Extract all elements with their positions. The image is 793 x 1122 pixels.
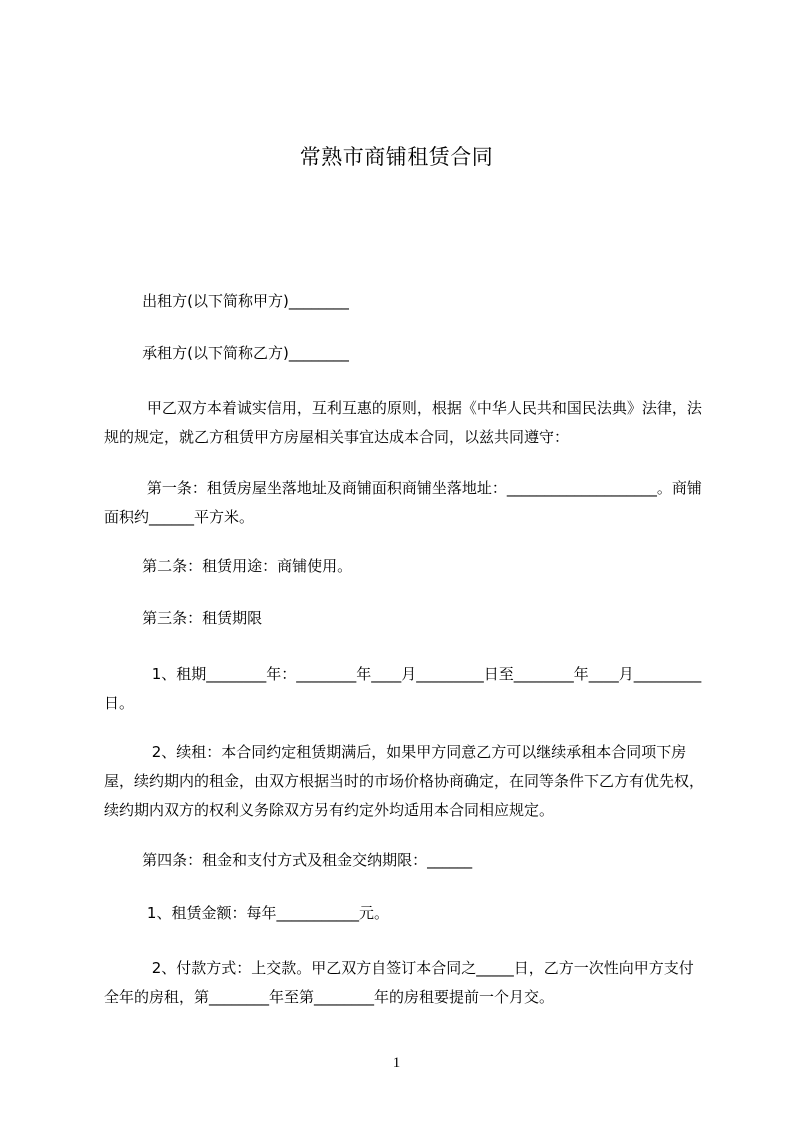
page-number: 1 — [392, 1055, 401, 1071]
preamble-paragraph: 甲乙双方本着诚实信用，互利互惠的原则，根据《中华人民共和国民法典》法律，法规的规定，就乙方租赁甲方房屋相关事宜达成本合同，以兹共同遵守： — [104, 399, 702, 446]
article-3-heading: 第三条：租赁期限 — [104, 609, 263, 627]
article-4-heading: 第四条：租金和支付方式及租金交纳期限：______ — [104, 851, 473, 869]
lease-term-paragraph: 1、租期________年：________年____月_________日至________年____月_________日。 — [104, 665, 702, 712]
renewal-paragraph: 2、续租：本合同约定租赁期满后，如果甲方同意乙方可以继续承租本合同项下房屋，续约期内的租金，由双方根据当时的市场价格协商确定，在同等条件下乙方有优先权，续约期内双方的权利义务除双方另有约定外均适用本合同相应规定。 — [104, 743, 705, 819]
article-2-paragraph: 第二条：租赁用途：商铺使用。 — [104, 557, 353, 575]
lessee-line: 承租方(以下简称乙方)________ — [104, 344, 349, 362]
lessor-line: 出租方(以下简称甲方)________ — [104, 292, 349, 310]
article-1-paragraph: 第一条：租赁房屋坐落地址及商铺面积商铺坐落地址：____________________。商铺面积约______平方米。 — [104, 479, 702, 526]
payment-method-paragraph: 2、付款方式：上交款。甲乙双方自签订本合同之_____日，乙方一次性向甲方支付全年的房租，第________年至第________年的房租要提前一个月交。 — [104, 959, 694, 1006]
rent-amount-paragraph: 1、租赁金额：每年___________元。 — [104, 904, 389, 922]
contract-title: 常熟市商铺租赁合同 — [299, 145, 494, 169]
